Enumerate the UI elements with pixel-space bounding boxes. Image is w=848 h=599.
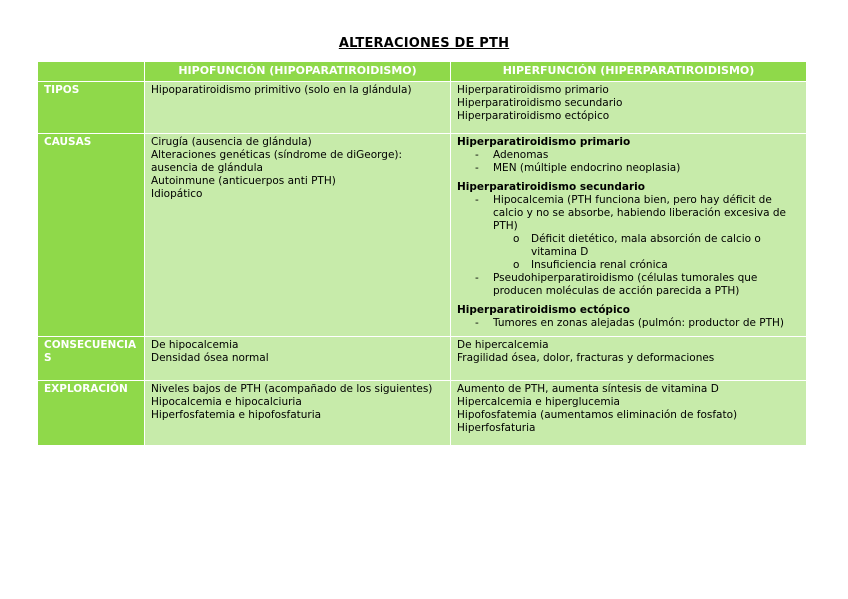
text-line: Aumento de PTH, aumenta síntesis de vitamina D: [457, 383, 719, 395]
row-exploracion: [38, 381, 807, 446]
row-label-exploracion: EXPLORACIÓN: [38, 381, 145, 446]
text-line: Hiperparatiroidismo secundario: [457, 97, 623, 109]
cell-tipos-hiper: [451, 82, 807, 134]
subheading-primario: Hiperparatiroidismo primario: [457, 136, 631, 148]
row-label-causas: CAUSAS: [38, 134, 145, 337]
cell-exploracion-hiper: [451, 381, 807, 446]
list-item: - Adenomas: [493, 149, 800, 162]
text-line: Hiperfosfatemia e hipofosfaturia: [151, 409, 322, 421]
header-corner-cell: [38, 62, 145, 82]
list-ectopico: [457, 317, 800, 330]
list-item: - MEN (múltiple endocrino neoplasia): [493, 162, 800, 175]
header-hipofuncion: HIPOFUNCIÓN (HIPOPARATIROIDISMO): [145, 62, 451, 82]
cell-causas-hiper: [451, 134, 807, 337]
cell-tipos-hipo: [145, 82, 451, 134]
text-line: Densidad ósea normal: [151, 352, 269, 364]
text-line: Niveles bajos de PTH (acompañado de los siguientes): [151, 383, 433, 395]
text-line: Alteraciones genéticas (síndrome de diGeorge): ausencia de glándula: [151, 149, 406, 174]
text-line: Hiperfosfaturia: [457, 422, 536, 434]
list-secundario: [457, 194, 800, 298]
sublist-item: o Déficit dietético, mala absorción de calcio o vitamina D: [531, 233, 800, 259]
text-line: Autoinmune (anticuerpos anti PTH): [151, 175, 336, 187]
text-line: Hipocalcemia e hipocalciuria: [151, 396, 302, 408]
table-header-row: [38, 62, 807, 82]
cell-consecuencias-hipo: [145, 337, 451, 381]
text-line: Hiperparatiroidismo ectópico: [457, 110, 610, 122]
list-item: - Pseudohiperparatiroidismo (células tumorales que producen moléculas de acción parecida a PTH): [493, 272, 800, 298]
list-primario: [457, 149, 800, 175]
document-title: ALTERACIONES DE PTH: [338, 36, 510, 51]
row-consecuencias: [38, 337, 807, 381]
row-tipos: [38, 82, 807, 134]
subheading-ectopico: Hiperparatiroidismo ectópico: [457, 304, 630, 316]
text-line: Idiopático: [151, 188, 203, 200]
subheading-secundario: Hiperparatiroidismo secundario: [457, 181, 645, 193]
text-line: Hipoparatiroidismo primitivo (solo en la glándula): [151, 84, 412, 96]
text-line: Fragilidad ósea, dolor, fracturas y deformaciones: [457, 352, 715, 364]
text-line: Cirugía (ausencia de glándula): [151, 136, 312, 148]
cell-causas-hipo: [145, 134, 451, 337]
list-item: [493, 194, 800, 272]
row-label-consecuencias: CONSECUENCIAS: [38, 337, 145, 381]
text-line: De hipercalcemia: [457, 339, 549, 351]
sublist-item: o Insuficiencia renal crónica: [531, 259, 800, 272]
sublist-secundario: [493, 233, 800, 272]
list-item: - Tumores en zonas alejadas (pulmón: productor de PTH): [493, 317, 800, 330]
pth-alterations-table: [37, 61, 807, 446]
text-line: Hipercalcemia e hiperglucemia: [457, 396, 620, 408]
text-line: Hiperparatiroidismo primario: [457, 84, 609, 96]
text-line: Hipofosfatemia (aumentamos eliminación de fosfato): [457, 409, 738, 421]
row-causas: [38, 134, 807, 337]
cell-exploracion-hipo: [145, 381, 451, 446]
text-line: De hipocalcemia: [151, 339, 239, 351]
header-hiperfuncion: HIPERFUNCIÓN (HIPERPARATIROIDISMO): [451, 62, 807, 82]
row-label-tipos: TIPOS: [38, 82, 145, 134]
list-item-text: Hipocalcemia (PTH funciona bien, pero hay déficit de calcio y no se absorbe, habiendo liberación excesiva de PTH): [493, 194, 786, 232]
cell-consecuencias-hiper: [451, 337, 807, 381]
